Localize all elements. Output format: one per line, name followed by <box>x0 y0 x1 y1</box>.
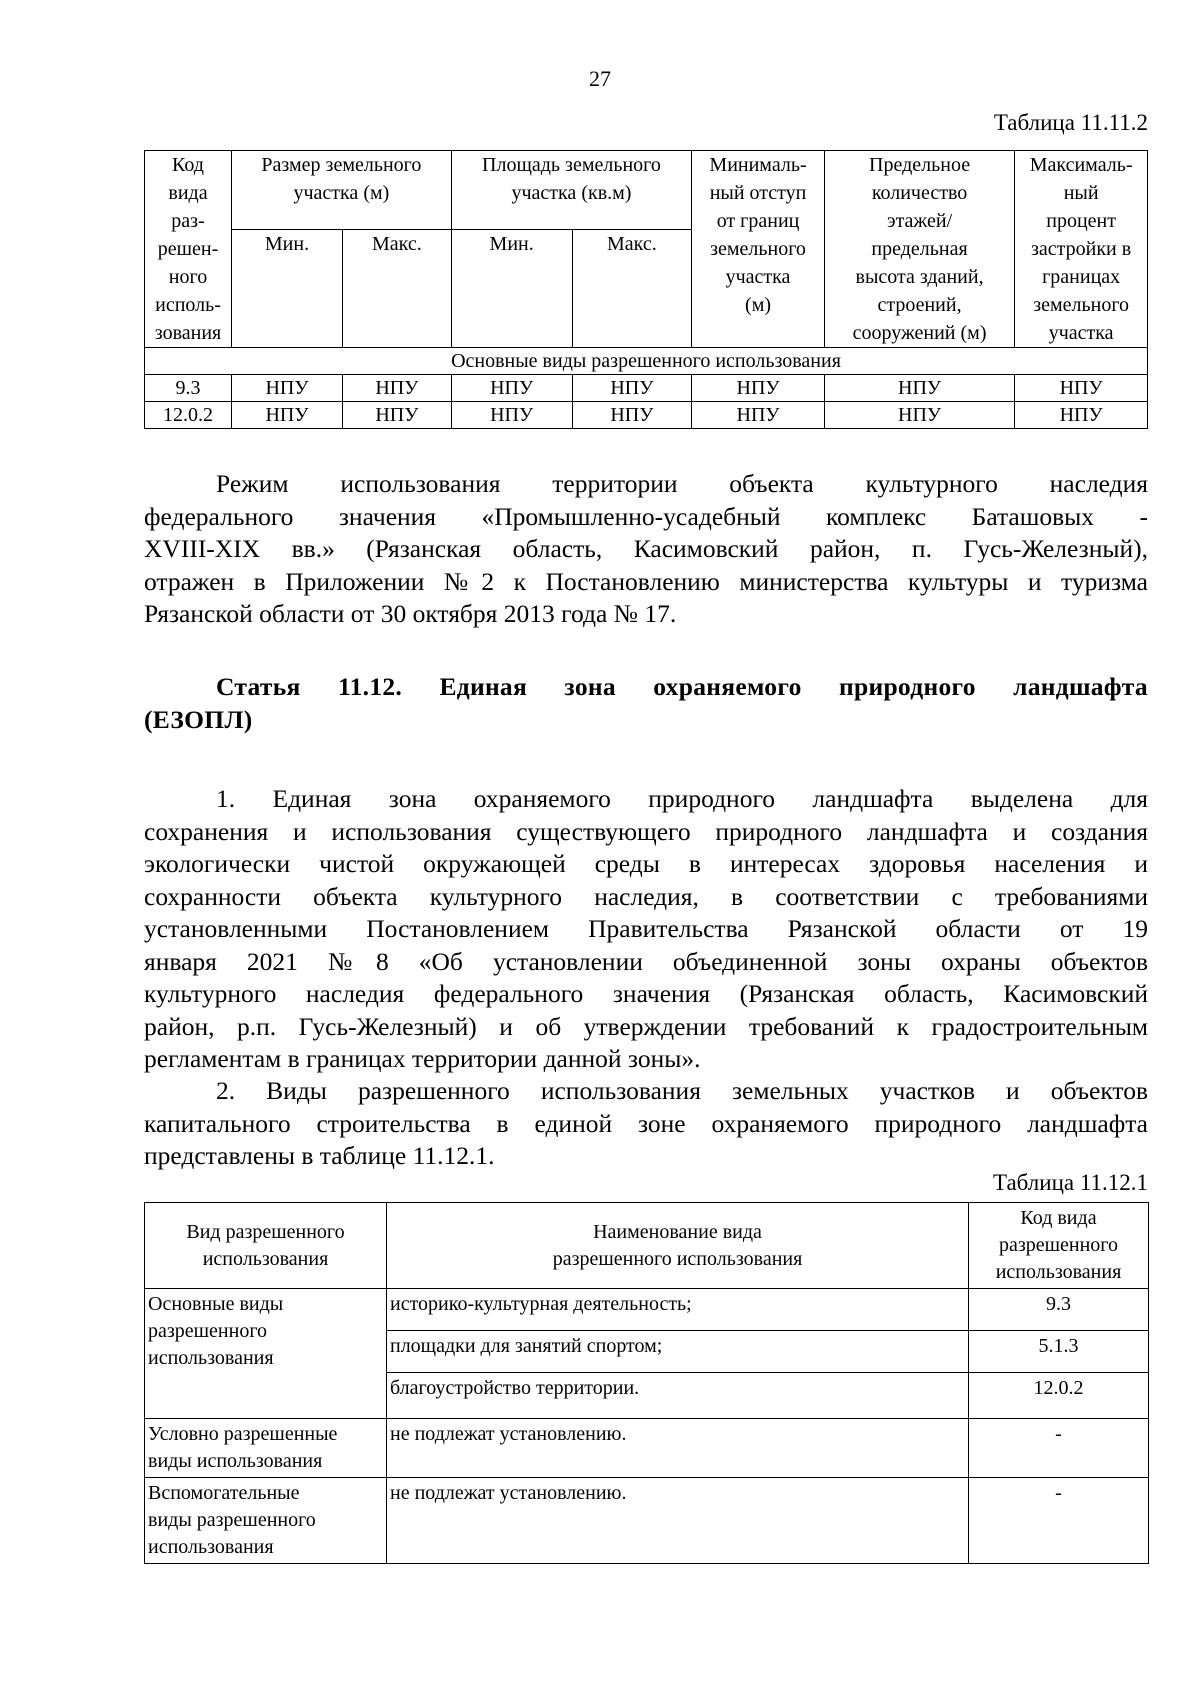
header-plot-area <box>451 151 691 230</box>
cell-line: (м) <box>745 294 772 316</box>
text-line: января 2021 №8 «Об установлении объединенной зоны охраны объектов <box>144 946 1148 976</box>
header-use-code <box>969 1203 1149 1289</box>
cell-line: использования <box>148 1536 274 1558</box>
cell-line: разрешенного использования <box>552 1247 803 1270</box>
group-label-auxiliary <box>145 1478 387 1564</box>
cell-line: виды разрешенного <box>148 1509 316 1531</box>
row-code: 12.0.2 <box>145 402 232 429</box>
cell-line: от границ <box>716 210 800 232</box>
cell-value: НПУ <box>692 402 825 429</box>
header-area-max: Макс. <box>572 230 692 348</box>
paragraph-zone-description <box>144 783 1148 1076</box>
cell-line: Размер земельного <box>261 154 422 176</box>
header-plot-size <box>232 151 452 230</box>
text-line: представлены в таблице 11.12.1. <box>144 1141 495 1170</box>
header-code <box>145 151 232 348</box>
cell-value: НПУ <box>232 402 343 429</box>
cell-line: использования <box>202 1247 329 1270</box>
section-title-main-uses: Основные виды разрешенного использования <box>145 348 1148 375</box>
cell-line: земельного <box>710 238 806 260</box>
use-code: - <box>969 1478 1149 1564</box>
header-max-coverage <box>1015 151 1148 348</box>
cell-line: использования <box>995 1261 1122 1283</box>
cell-line: разрешенного <box>148 1320 268 1342</box>
cell-line: решен- <box>157 238 219 260</box>
text-line: отражен в Приложении №2 к Постановлению министерства культуры и туризма <box>144 566 1148 596</box>
heading-line: (ЕЗОПЛ) <box>144 704 253 734</box>
header-min-setback <box>692 151 825 348</box>
cell-line: Условно разрешенные <box>148 1423 338 1445</box>
cell-value: НПУ <box>451 375 572 402</box>
cell-value: НПУ <box>824 375 1014 402</box>
cell-line: ный отступ <box>709 182 807 204</box>
cell-value: НПУ <box>692 375 825 402</box>
cell-line: Основные виды <box>148 1293 284 1315</box>
use-name: не подлежат установлению. <box>387 1419 969 1478</box>
cell-line: Площадь земельного <box>482 154 661 176</box>
cell-line: ного <box>168 266 208 288</box>
table-row <box>145 375 1148 402</box>
cell-line: участка (кв.м) <box>511 182 632 204</box>
use-name: площадки для занятий спортом; <box>387 1331 969 1373</box>
table-row <box>145 1289 1149 1331</box>
table-row <box>145 402 1148 429</box>
cell-line: участка <box>725 266 791 288</box>
text-line: сохранения и использования существующего природного ландшафта и создания <box>144 816 1148 846</box>
cell-line: зования <box>154 322 222 344</box>
text-line: установленными Постановлением Правительства Рязанской области от 19 <box>144 914 1148 943</box>
cell-line: Максималь- <box>1029 154 1133 176</box>
header-use-type <box>145 1203 387 1289</box>
cell-value: НПУ <box>342 375 451 402</box>
cell-line: виды использования <box>148 1450 323 1472</box>
cell-line: строений, <box>877 294 962 316</box>
header-size-min: Мин. <box>232 230 343 348</box>
table-caption-11-11-2: Таблица 11.11.2 <box>993 110 1148 135</box>
cell-line: ный <box>1063 182 1099 204</box>
page-number: 27 <box>589 66 611 91</box>
cell-line: Вид разрешенного <box>186 1220 345 1243</box>
header-max-floors <box>824 151 1014 348</box>
use-name: историко-культурная деятельность; <box>387 1289 969 1331</box>
cell-value: НПУ <box>1015 375 1148 402</box>
cell-line: Код вида <box>1020 1207 1097 1229</box>
article-heading <box>144 671 1148 736</box>
cell-line: Наименование вида <box>593 1220 762 1243</box>
cell-line: высота зданий, <box>855 266 984 288</box>
group-label-conditional <box>145 1419 387 1478</box>
header-use-name <box>387 1203 969 1289</box>
cell-line: процент <box>1046 210 1116 232</box>
cell-line: земельного <box>1033 294 1130 316</box>
cell-line: использования <box>148 1347 274 1369</box>
paragraph-permitted-uses <box>144 1075 1148 1173</box>
cell-line: сооружений (м) <box>852 322 987 344</box>
cell-line: предельная <box>871 238 968 260</box>
permitted-uses-table <box>144 1202 1149 1564</box>
text-line: капитального строительства в единой зоне охраняемого природного ландшафта <box>144 1108 1148 1138</box>
text-line: район, р.п. Гусь-Железный) и об утверждении требований к градостроительным <box>144 1011 1148 1041</box>
land-parameters-table <box>144 150 1148 429</box>
header-area-min: Мин. <box>451 230 572 348</box>
cell-line: Минималь- <box>709 154 807 176</box>
cell-line: участка <box>1048 322 1114 344</box>
cell-line: исполь- <box>155 294 221 316</box>
row-code: 9.3 <box>145 375 232 402</box>
group-label-main <box>145 1289 387 1419</box>
cell-line: Предельное <box>869 154 971 176</box>
cell-line: раз- <box>171 210 205 232</box>
text-line: федерального значения «Промышленно-усадебный комплекс Баташовых - <box>144 501 1148 531</box>
cell-line: участка (м) <box>293 182 390 204</box>
cell-value: НПУ <box>1015 402 1148 429</box>
cell-line: этажей/ <box>886 210 953 232</box>
cell-value: НПУ <box>824 402 1014 429</box>
text-line: Режим использования территории объекта культурного наследия <box>216 469 1148 498</box>
use-code: 5.1.3 <box>969 1331 1149 1373</box>
cell-line: границах <box>1042 266 1121 288</box>
cell-line: вида <box>168 182 208 204</box>
cell-line: количество <box>871 182 968 204</box>
cell-value: НПУ <box>572 402 692 429</box>
text-line: регламентам в границах территории данной зоны». <box>144 1044 701 1073</box>
use-code: 9.3 <box>969 1289 1149 1331</box>
use-name: благоустройство территории. <box>387 1373 969 1419</box>
cell-line: застройки в <box>1031 238 1132 260</box>
cell-value: НПУ <box>572 375 692 402</box>
text-line: культурного наследия федерального значения (Рязанская область, Касимовский <box>144 979 1148 1008</box>
use-code: 12.0.2 <box>969 1373 1149 1419</box>
cell-line: разрешенного <box>998 1234 1119 1256</box>
use-code: - <box>969 1419 1149 1478</box>
cell-line: Код <box>172 154 204 176</box>
header-size-max: Макс. <box>342 230 451 348</box>
table-caption-11-12-1: Таблица 11.12.1 <box>992 1170 1148 1195</box>
text-line: 2. Виды разрешенного использования земельных участков и объектов <box>216 1076 1148 1105</box>
cell-value: НПУ <box>342 402 451 429</box>
cell-line: Вспомогательные <box>148 1482 300 1504</box>
cell-value: НПУ <box>232 375 343 402</box>
text-line: сохранности объекта культурного наследия, в соответствии с требованиями <box>144 881 1148 911</box>
text-line: экологически чистой окружающей среды в интересах здоровья населения и <box>144 849 1148 878</box>
text-line: Рязанской области от 30 октября 2013 года № 17. <box>144 599 677 628</box>
text-line: XVIII-XIX вв.» (Рязанская область, Касимовский район, п. Гусь-Железный), <box>144 534 1148 563</box>
cell-value: НПУ <box>451 402 572 429</box>
use-name: не подлежат установлению. <box>387 1478 969 1564</box>
table-row <box>145 1419 1149 1478</box>
text-line: 1. Единая зона охраняемого природного ландшафта выделена для <box>216 784 1148 813</box>
paragraph-heritage-regime <box>144 468 1148 631</box>
table-row <box>145 1478 1149 1564</box>
heading-line: Статья 11.12. Единая зона охраняемого природного ландшафта <box>216 672 1148 701</box>
